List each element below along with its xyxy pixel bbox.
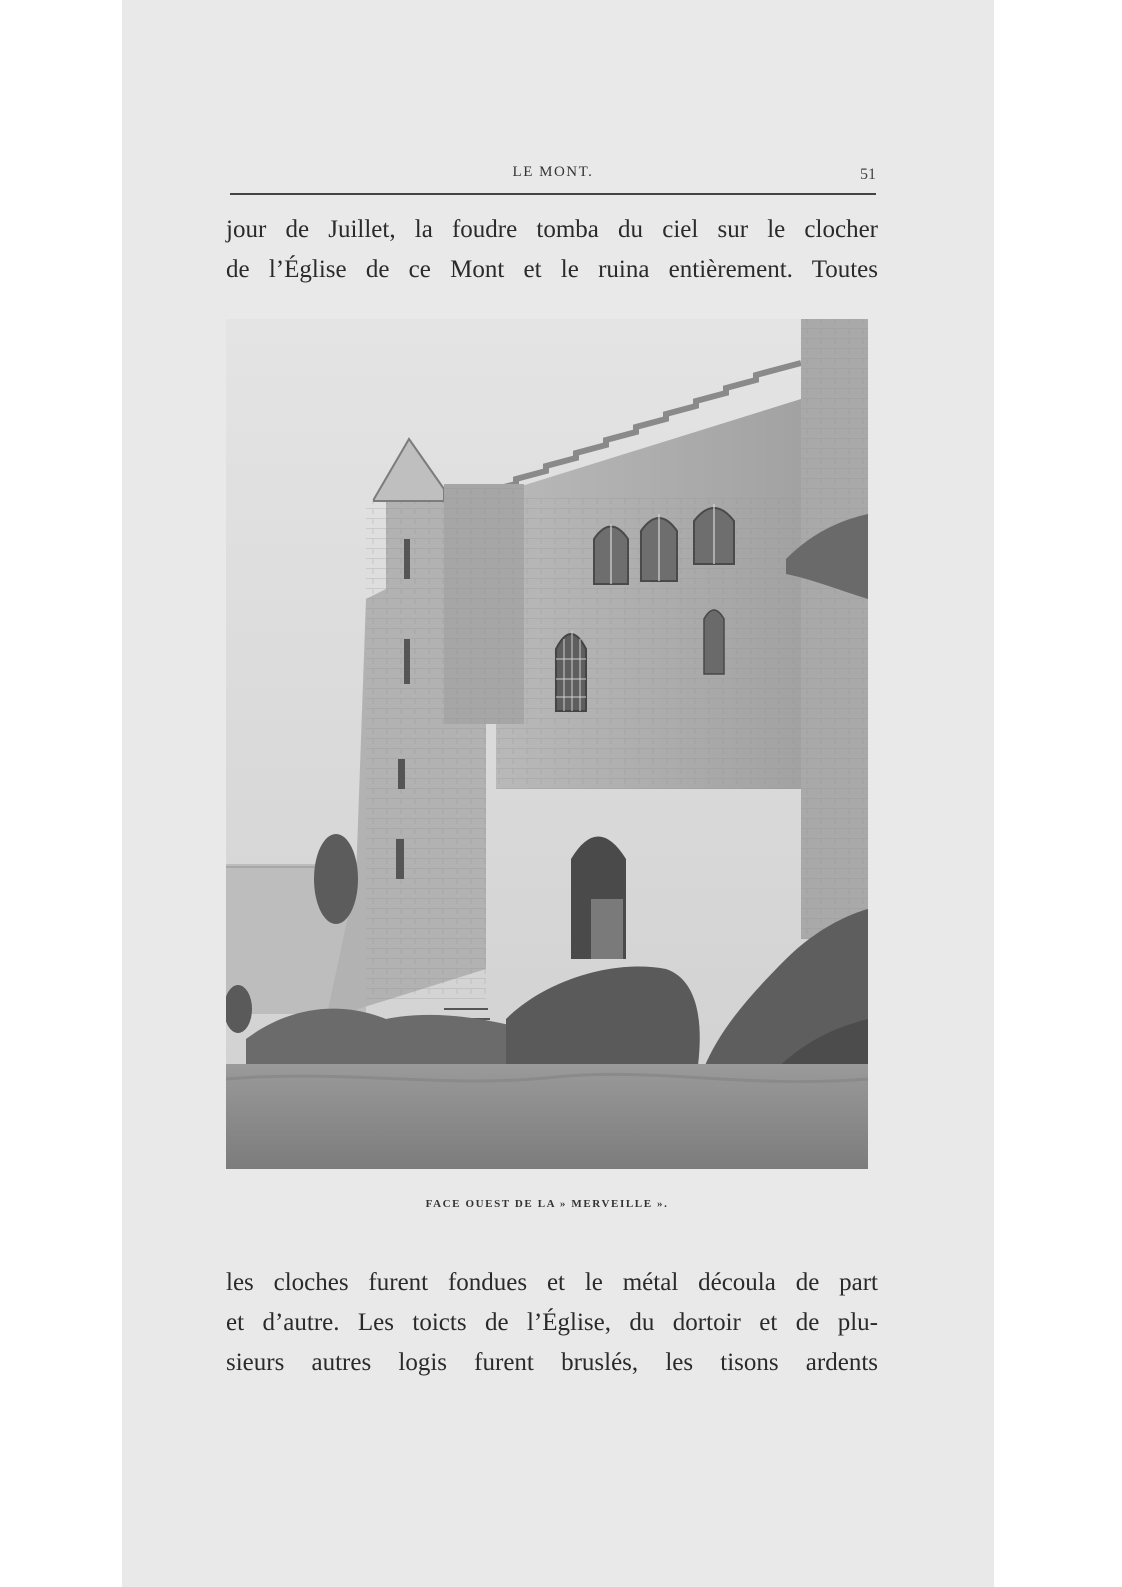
running-title: LE MONT. <box>512 164 594 180</box>
figure-caption: FACE OUEST DE LA » MERVEILLE ». <box>425 1198 669 1210</box>
page-number: 51 <box>860 166 876 183</box>
running-head <box>230 160 876 190</box>
text-line: les cloches furent fondues et le métal découla de part <box>226 1269 878 1296</box>
text-line: jour de Juillet, la foudre tomba du ciel sur le clocher <box>226 216 878 243</box>
paragraph-top <box>226 210 878 290</box>
text-line: sieurs autres logis furent bruslés, les tisons ardents <box>226 1349 878 1376</box>
text-line: de l’Église de ce Mont et le ruina entièrement. Toutes <box>226 256 878 283</box>
paragraph-bottom <box>226 1263 878 1383</box>
photograph-merveille-west-face <box>226 319 868 1169</box>
text-line: et d’autre. Les toicts de l’Église, du dortoir et de plu- <box>226 1309 878 1336</box>
header-rule <box>230 193 876 195</box>
